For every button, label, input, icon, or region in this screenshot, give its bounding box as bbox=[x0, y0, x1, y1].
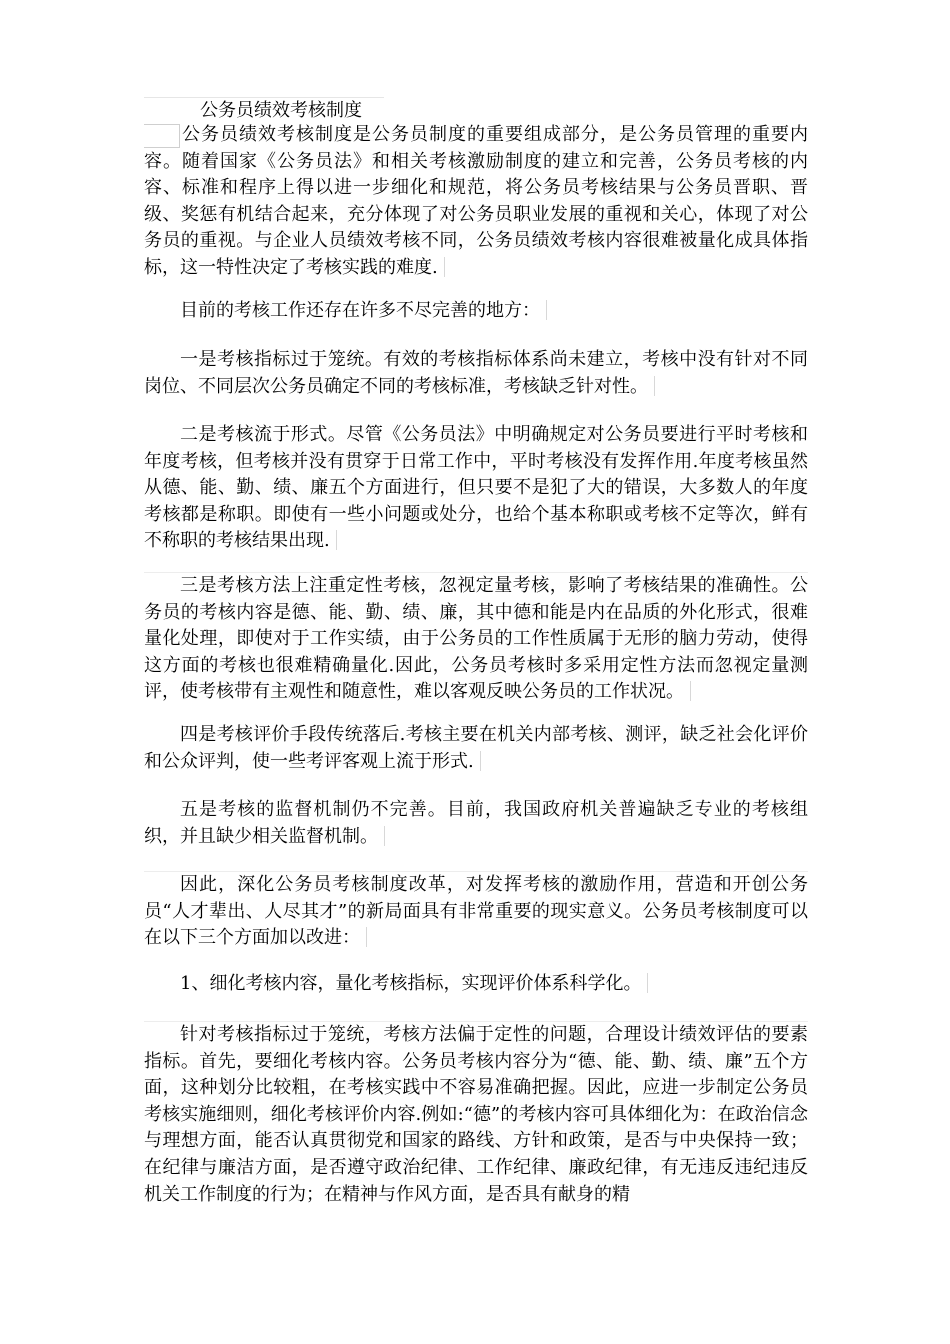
paragraph-text: 因此，深化公务员考核制度改革，对发挥考核的激励作用，营造和开创公务员“人才辈出、人尽其才”的新局面具有非常重要的现实意义。公务员考核制度可以在以下三个方面加以改进： bbox=[144, 874, 808, 949]
paragraph-text: 公务员绩效考核制度是公务员制度的重要组成部分，是公务员管理的重要内容。随着国家《公务员法》和相关考核激励制度的建立和完善，公务员考核的内容、标准和程序上得以进一步细化和规范，将公务员考核结果与公务员晋职、晋级、奖惩有机结合起来，充分体现了对公务员职业发展的重视和关心，体现了对公务员的重视。与企业人员绩效考核不同，公务员绩效考核内容很难被量化成具体指标，这一特性决定了考核实践的难度. bbox=[144, 124, 808, 278]
paragraph-problems-intro bbox=[144, 298, 808, 325]
paragraph-text: 三是考核方法上注重定性考核，忽视定量考核，影响了考核结果的准确性。公务员的考核内容是德、能、勤、绩、廉，其中德和能是内在品质的外化形式，很难量化处理，即使对于工作实绩，由于公务员的工作性质属于无形的脑力劳动，使得这方面的考核也很难精确量化.因此，公务员考核时多采用定性方法而忽视定量测评，使考核带有主观性和随意性，难以客观反映公务员的工作状况。 bbox=[144, 575, 808, 703]
paragraph-improvement-1-body bbox=[144, 1022, 808, 1208]
paragraph-text: 二是考核流于形式。尽管《公务员法》中明确规定对公务员要进行平时考核和年度考核，但考核并没有贯穿于日常工作中，平时考核没有发挥作用.年度考核虽然从德、能、勤、绩、廉五个方面进行，但只要不是犯了大的错误，大多数人的年度考核都是称职。即使有一些小问题或处分，也给个基本称职或考核不定等次，鲜有不称职的考核结果出现. bbox=[144, 424, 808, 552]
paragraph-problem-5 bbox=[144, 797, 808, 850]
paragraph-end-mark bbox=[444, 257, 445, 277]
paragraph-text: 一是考核指标过于笼统。有效的考核指标体系尚未建立，考核中没有针对不同岗位、不同层次公务员确定不同的考核标准，考核缺乏针对性。 bbox=[144, 349, 808, 397]
paragraph-text: 目前的考核工作还存在许多不尽完善的地方： bbox=[180, 300, 540, 321]
paragraph-text: 五是考核的监督机制仍不完善。目前，我国政府机关普遍缺乏专业的考核组织，并且缺少相关监督机制。 bbox=[144, 799, 808, 847]
paragraph-problem-2 bbox=[144, 422, 808, 555]
paragraph-end-mark bbox=[366, 927, 367, 947]
paragraph-end-mark bbox=[654, 376, 655, 396]
paragraph-end-mark bbox=[647, 973, 648, 993]
paragraph-end-mark bbox=[480, 751, 481, 771]
paragraph-end-mark bbox=[336, 530, 337, 550]
document-title: 公务员绩效考核制度 bbox=[144, 97, 384, 123]
paragraph-problem-3 bbox=[144, 573, 808, 706]
paragraph-end-mark bbox=[384, 826, 385, 846]
paragraph-text: 针对考核指标过于笼统，考核方法偏于定性的问题，合理设计绩效评估的要素指标。首先，要细化考核内容。公务员考核内容分为“德、能、勤、绩、廉”五个方面，这种划分比较粗，在考核实践中不容易准确把握。因此，应进一步制定公务员考核实施细则，细化考核评价内容.例如:“德”的考核内容可具体细化为：在政治信念与理想方面，能否认真贯彻党和国家的路线、方针和政策，是否与中央保持一致；在纪律与廉洁方面，是否遵守政治纪律、工作纪律、廉政纪律，有无违反违纪违反机关工作制度的行为；在精神与作风方面，是否具有献身的精 bbox=[144, 1024, 808, 1205]
paragraph-problem-4 bbox=[144, 722, 808, 775]
paragraph-text: 1、细化考核内容，量化考核指标，实现评价体系科学化。 bbox=[180, 973, 642, 994]
paragraph-text: 四是考核评价手段传统落后.考核主要在机关内部考核、测评，缺乏社会化评价和公众评判，使一些考评客观上流于形式. bbox=[144, 724, 808, 772]
paragraph-end-mark bbox=[546, 300, 547, 320]
paragraph-intro bbox=[144, 122, 808, 282]
paragraph-improvement-1-heading bbox=[144, 971, 808, 998]
paragraph-conclusion bbox=[144, 872, 808, 952]
paragraph-end-mark bbox=[690, 681, 691, 701]
paragraph-problem-1 bbox=[144, 347, 808, 400]
